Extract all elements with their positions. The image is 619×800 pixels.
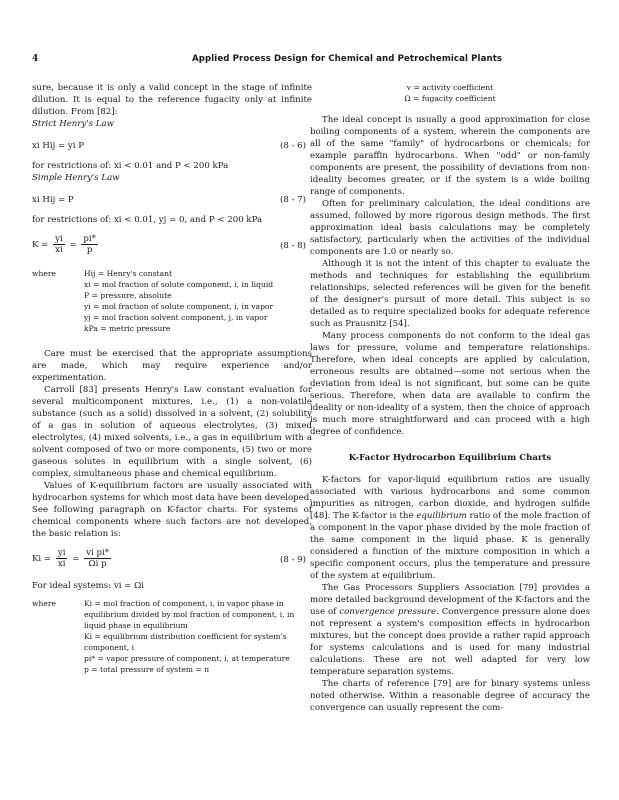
fraction: $\frac{yi}{xi}$ bbox=[55, 234, 63, 255]
fraction: $\frac{pi*}{p}$ bbox=[83, 234, 96, 255]
definitions-list bbox=[310, 82, 590, 104]
eq-equals: = bbox=[72, 554, 80, 564]
ideal-systems-text: For ideal systems: vi = Ωi bbox=[32, 581, 144, 591]
paragraph: Carroll [83] presents Henry's Law constant evaluation for several multicomponent mixtures, i.e., (1) a non-volatile substance (such as a solid) dissolved in a solvent, (2) solubility of a gas in solution of aqueous electrolytes, (3) mixed electrolytes, (4) mixed solvents, i.e., a gas in equilibrium with a solvent composed of two or more components, (5) two or more gaseous solutes in equilibrium with a single solvent, (6) complex, simultaneous phase and chemical equilibrium. bbox=[32, 385, 312, 479]
definition: p = total pressure of system = π bbox=[84, 665, 210, 674]
section-title: K-Factor Hydrocarbon Equilibrium Charts bbox=[348, 453, 552, 463]
definition: v = activity coefficient bbox=[406, 83, 494, 92]
paragraph: The Gas Processors Suppliers Association [79] provides a more detailed background development of the K-factors and the use of convergence pressure. Convergence pressure alone does not represent a system's composition effects in hydrocarbon mixtures, but the concept does provide a rather rapid approach for systems calculations and is used for many industrial calculations. These are not well adapted for very low temperature separation systems. bbox=[310, 583, 590, 677]
eq-lhs: K = bbox=[32, 240, 49, 250]
definition: Ki = mol fraction of component, i, in vapor phase in equilibrium divided by mol fraction of component, i, in liquid phase in equilibrium bbox=[84, 599, 295, 630]
equation-number: (8 - 9) bbox=[279, 555, 306, 565]
equation-8-9 bbox=[32, 548, 312, 572]
definition: yi = mol fraction of solute component, i, in vapor bbox=[84, 302, 274, 311]
equation-number: (8 - 8) bbox=[279, 241, 306, 251]
definitions-list: where Hij = Henry's constant xi = mol fraction of solute component, i, in liquid P = pressure, absolute yi = mol fraction of solute component, i, in vapor yj = mol fraction solvent component, j, in vapor kPa = metric pressure bbox=[32, 269, 274, 333]
paragraph: K-factors for vapor-liquid equilibrium ratios are usually associated with various hydrocarbons and some common impurities as nitrogen, carbon dioxide, and hydrogen sulfide [48]. The K-factor is the equilibrium ratio of the mole fraction of a component in the vapor phase divided by the mole fraction of the same component in the liquid phase. K is generally considered a function of the mixture composition in which a specific component occurs, plus the temperature and pressure of the system at equilibrium. bbox=[310, 475, 591, 581]
definition: kPa = metric pressure bbox=[84, 324, 171, 333]
strict-henry-label: Strict Henry's Law bbox=[32, 119, 114, 129]
paragraph: Values of K-equilibrium factors are usually associated with hydrocarbon systems for which most data have been developed. See following paragraph on K-factor charts. For systems of chemical components where such factors are not developed, the basic relation is: bbox=[32, 481, 312, 539]
paragraph: sure, because it is only a valid concept in the stage of infinite dilution. It is equal to the reference fugacity only at infinite dilution. From [82]: bbox=[32, 83, 312, 117]
equation-8-6 bbox=[32, 140, 312, 152]
equation-8-7 bbox=[32, 194, 312, 206]
eq-equals: = bbox=[69, 240, 77, 250]
paragraph: The charts of reference [79] are for binary systems unless noted otherwise. Within a reasonable degree of accuracy the convergence can usually represent the com- bbox=[310, 679, 590, 713]
equation-8-8 bbox=[32, 234, 312, 258]
fraction: $\frac{yi}{xi}$ bbox=[57, 548, 66, 569]
paragraph: Many process components do not conform to the ideal gas laws for pressure, volume and temperature relationships. Therefore, when ideal concepts are applied by calculation, erroneous results are obtained—some not serious when the deviation from ideal is not significant, but some can be quite serious. Therefore, when data are available to confirm the ideality or non-ideality of a system, then the choice of approach is much more straightforward and can proceed with a high degree of confidence. bbox=[310, 331, 590, 437]
definitions-list: where Ki = mol fraction of component, i, in vapor phase in equilibrium divided by mol fraction of component, i, in liquid phase in equilibrium Ki = equilibrium distribution coefficient for system's component, i pi* = vapor pressure of component, i, at temperature p = total pressure of system = π bbox=[32, 599, 295, 674]
definition: Ki = equilibrium distribution coefficient for system's component, i bbox=[84, 632, 287, 652]
definition: Ω = fugacity coefficient bbox=[404, 94, 496, 103]
restriction-text: for restrictions of: xi < 0.01 and P < 200 kPa bbox=[32, 161, 229, 171]
page-header bbox=[32, 54, 592, 66]
running-title: Applied Process Design for Chemical and Petrochemical Plants bbox=[192, 54, 503, 64]
equation-number: (8 - 7) bbox=[279, 195, 306, 205]
right-column bbox=[310, 82, 590, 714]
definition: xi = mol fraction of solute component, i, in liquid bbox=[84, 280, 274, 289]
restriction-text: for restrictions of: xi < 0.01, yj = 0, and P < 200 kPa bbox=[32, 215, 263, 225]
left-column bbox=[32, 82, 312, 675]
paragraph: The ideal concept is usually a good approximation for close boiling components of a system, wherein the components are all of the same "family" of hydrocarbons or chemicals; for example paraffin hydrocarbons. When "odd" or non-family components are present, the possibility of deviations from non-ideality becomes greater, or if the system is a wide boiling range of components. bbox=[310, 115, 590, 197]
equation-text: xi Hij = yi P bbox=[32, 141, 85, 151]
page-number: 4 bbox=[32, 54, 39, 64]
equation-number: (8 - 6) bbox=[279, 141, 306, 151]
definition: pi* = vapor pressure of component, i, at temperature bbox=[84, 654, 290, 663]
simple-henry-label: Simple Henry's Law bbox=[32, 173, 120, 183]
definition: P = pressure, absolute bbox=[84, 291, 172, 300]
definition: Hij = Henry's constant bbox=[84, 269, 173, 278]
paragraph: Care must be exercised that the appropriate assumptions are made, which may require experience and/or experimentation. bbox=[32, 349, 312, 383]
equation-text: xi Hij = P bbox=[32, 195, 74, 205]
eq-lhs: Ki = bbox=[32, 554, 52, 564]
paragraph: Often for preliminary calculation, the ideal conditions are assumed, followed by more rigorous design methods. The first approximation ideal basis calculations may be completely satisfactory, particularly when the activities of the individual components are 1.0 or nearly so. bbox=[310, 199, 590, 257]
fraction: $\frac{\text{vi pi*}}{\text{Ωi p}}$ bbox=[86, 548, 110, 569]
paragraph: Although it is not the intent of this chapter to evaluate the methods and techniques for establishing the equilibrium relationships, selected references will be given for the benefit of the designer's pursuit of more detail. This subject is so detailed as to require specialized books for adequate reference such as Prausnitz [54]. bbox=[310, 259, 590, 329]
definition: yj = mol fraction solvent component, j, in vapor bbox=[84, 313, 268, 322]
